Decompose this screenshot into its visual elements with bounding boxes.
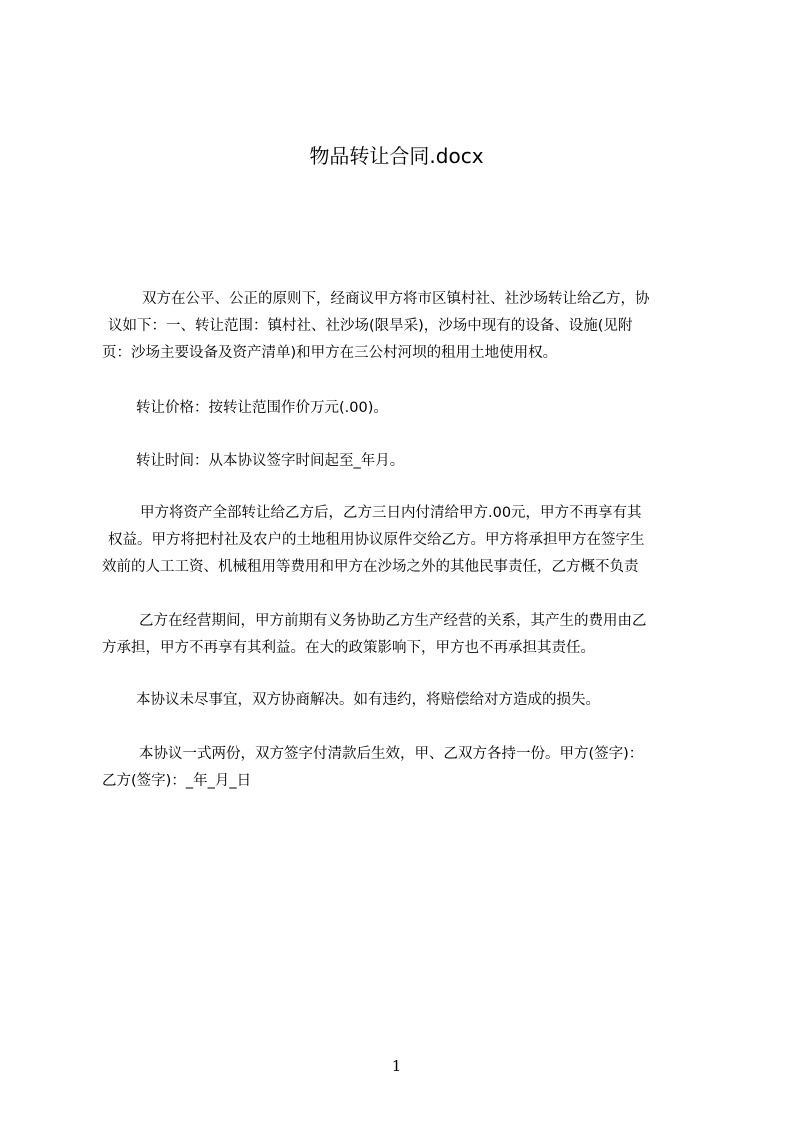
paragraph-line: 乙方(签字)：_年_月_日 [102, 773, 252, 789]
paragraph-line: 效前的人工工资、机械租用等费用和甲方在沙场之外的其他民事责任，乙方概不负责 [102, 559, 639, 575]
paragraph-line: 议如下：一、转让范围：镇村社、社沙场(限旱采)，沙场中现有的设备、设施(见附 [108, 318, 633, 334]
paragraph-line: 转让时间：从本协议签字时间起至_年月。 [136, 453, 405, 469]
paragraph-line: 本协议一式两份，双方签字付清款后生效，甲、乙双方各持一份。甲方(签字)： [139, 746, 644, 762]
paragraph-line: 页：沙场主要设备及资产清单)和甲方在三公村河坝的租用土地使用权。 [102, 345, 558, 361]
paragraph-line: 甲方将资产全部转让给乙方后，乙方三日内付清给甲方.00元，甲方不再享有其 [140, 505, 642, 521]
paragraph-transfer-scope [102, 286, 650, 367]
paragraph-operation-period [102, 608, 647, 662]
paragraph-line: 乙方在经营期间，甲方前期有义务协助乙方生产经营的关系，其产生的费用由乙 [139, 613, 647, 629]
paragraph-dispute-resolution [136, 687, 600, 714]
paragraph-line: 方承担，甲方不再享有其利益。在大的政策影响下，甲方也不再承担其责任。 [102, 640, 595, 656]
paragraph-transfer-time [136, 448, 404, 475]
paragraph-payment-terms [102, 500, 645, 581]
paragraph-signatures [102, 741, 643, 795]
paragraph-line: 本协议未尽事宜，双方协商解决。如有违约，将赔偿给对方造成的损失。 [136, 692, 600, 708]
document-title: 物品转让合同.docx [309, 144, 484, 168]
paragraph-line: 转让价格：按转让范围作价万元(.00)。 [136, 400, 388, 416]
page-number: 1 [391, 1057, 402, 1075]
paragraph-transfer-price [136, 395, 388, 422]
paragraph-line: 双方在公平、公正的原则下，经商议甲方将市区镇村社、社沙场转让给乙方，协 [142, 291, 650, 307]
paragraph-line: 权益。甲方将把村社及农户的土地租用协议原件交给乙方。甲方将承担甲方在签字生 [108, 532, 645, 548]
